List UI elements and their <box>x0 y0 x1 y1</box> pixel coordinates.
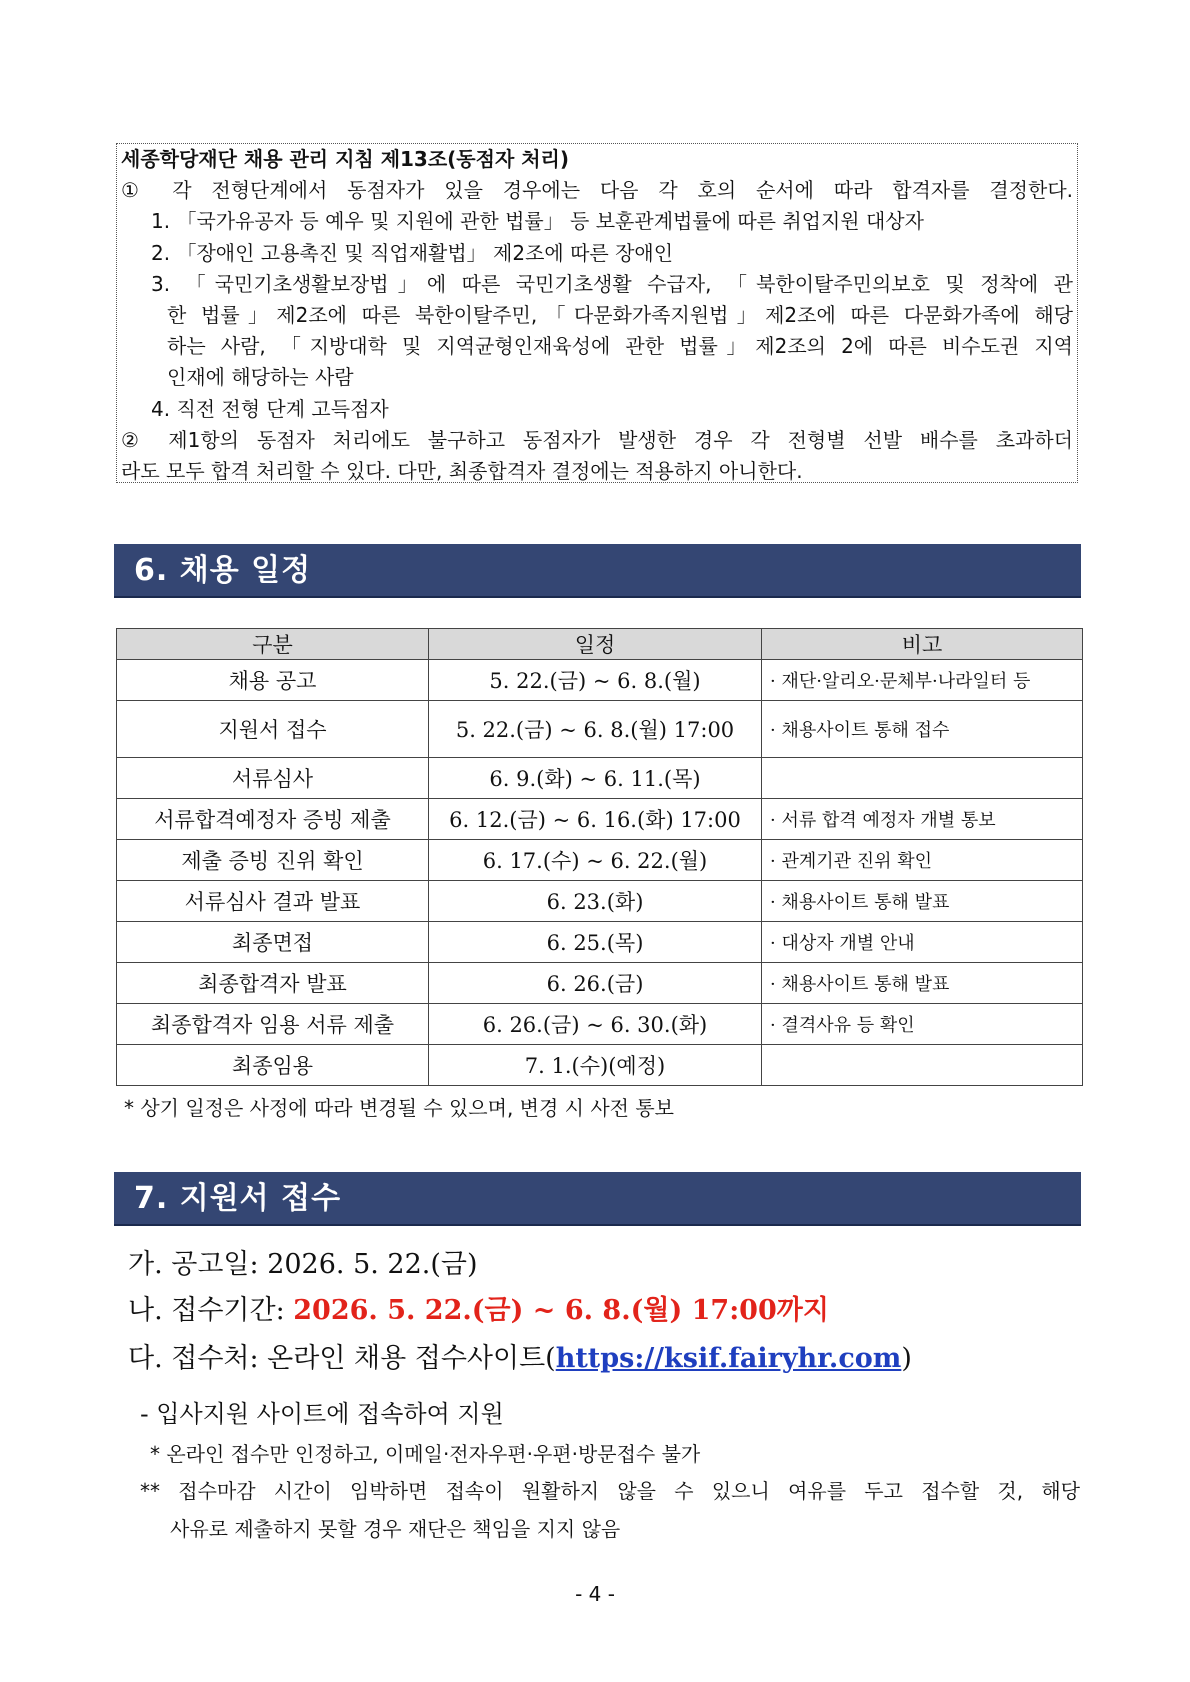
rule-paragraph-2-line-2: 라도 모두 합격 처리할 수 있다. 다만, 최종합격자 결정에는 적용하지 아니한다. <box>121 459 803 484</box>
place-close: ) <box>901 1343 912 1374</box>
row-item: 채용 공고 <box>117 660 429 701</box>
row-item: 최종면접 <box>117 922 429 963</box>
recruitment-site-link[interactable]: https://ksif.fairyhr.com <box>555 1343 902 1374</box>
header-remarks: 비고 <box>762 629 1083 660</box>
row-note: · 채용사이트 통해 발표 <box>762 881 1083 922</box>
row-date: 7. 1.(수)(예정) <box>429 1045 762 1086</box>
row-date: 5. 22.(금) ~ 6. 8.(월) <box>429 660 762 701</box>
table-row <box>117 799 1083 840</box>
online-only-note: * 온라인 접수만 인정하고, 이메일·전자우편·우편·방문접수 불가 <box>150 1442 701 1466</box>
table-row <box>117 701 1083 758</box>
schedule-header-row <box>117 629 1083 660</box>
row-note: · 대상자 개별 안내 <box>762 922 1083 963</box>
row-item: 최종합격자 임용 서류 제출 <box>117 1004 429 1045</box>
row-item: 최종임용 <box>117 1045 429 1086</box>
schedule-table <box>116 628 1083 1086</box>
rule-item-2: 2. 「장애인 고용촉진 및 직업재활법」 제2조에 따른 장애인 <box>151 240 674 265</box>
announce-label: 가. 공고일: <box>128 1249 268 1280</box>
row-note: · 채용사이트 통해 발표 <box>762 963 1083 1004</box>
row-date: 6. 26.(금) <box>429 963 762 1004</box>
row-item: 서류합격예정자 증빙 제출 <box>117 799 429 840</box>
application-place-line <box>128 1336 912 1375</box>
row-note: · 채용사이트 통해 접수 <box>762 701 1083 758</box>
rule-title: 세종학당재단 채용 관리 지침 제13조(동점자 처리) <box>121 147 570 171</box>
row-date: 6. 23.(화) <box>429 881 762 922</box>
row-note <box>762 1045 1083 1086</box>
row-item: 지원서 접수 <box>117 701 429 758</box>
header-schedule: 일정 <box>429 629 762 660</box>
table-row <box>117 1045 1083 1086</box>
row-item: 서류심사 결과 발표 <box>117 881 429 922</box>
header-category: 구분 <box>117 629 429 660</box>
announce-date-line <box>128 1242 478 1281</box>
rule-paragraph-2-line-1: ② 제1항의 동점자 처리에도 불구하고 동점자가 발생한 경우 각 전형별 선발 배수를 초과하더 <box>121 427 1073 452</box>
rule-item-3-line-4: 인재에 해당하는 사람 <box>167 365 354 390</box>
row-item: 최종합격자 발표 <box>117 963 429 1004</box>
row-date: 6. 25.(목) <box>429 922 762 963</box>
row-note: · 재단·알리오·문체부·나라일터 등 <box>762 660 1083 701</box>
row-item: 서류심사 <box>117 758 429 799</box>
application-period-line <box>128 1288 829 1327</box>
row-date: 6. 17.(수) ~ 6. 22.(월) <box>429 840 762 881</box>
rule-item-1: 1. 「국가유공자 등 예우 및 지원에 관한 법률」 등 보훈관계법률에 따른 취업지원 대상자 <box>151 209 924 234</box>
row-date: 6. 26.(금) ~ 6. 30.(화) <box>429 1004 762 1045</box>
table-row <box>117 922 1083 963</box>
table-row <box>117 758 1083 799</box>
rule-paragraph-1: ① 각 전형단계에서 동점자가 있을 경우에는 다음 각 호의 순서에 따라 합격자를 결정한다. <box>121 178 1073 203</box>
section-7-heading: 7. 지원서 접수 <box>114 1172 1081 1226</box>
rule-item-3-line-1: 3. 「국민기초생활보장법」에 따른 국민기초생활 수급자, 「북한이탈주민의보호 및 정착에 관 <box>151 271 1073 296</box>
rule-item-3-line-2: 한 법률」제2조에 따른 북한이탈주민,「다문화가족지원법」제2조에 따른 다문화가족에 해당 <box>167 303 1073 328</box>
row-note: · 관계기관 진위 확인 <box>762 840 1083 881</box>
apply-instruction: - 입사지원 사이트에 접속하여 지원 <box>140 1400 504 1428</box>
page-number: - 4 - <box>575 1582 615 1606</box>
rule-item-3-line-3: 하는 사람, 「지방대학 및 지역균형인재육성에 관한 법률」제2조의 2에 따른 비수도권 지역 <box>167 334 1073 359</box>
row-note <box>762 758 1083 799</box>
row-note: · 결격사유 등 확인 <box>762 1004 1083 1045</box>
period-label: 나. 접수기간: <box>128 1295 294 1326</box>
tie-rule-box <box>116 143 1078 483</box>
place-label: 다. 접수처: 온라인 채용 접수사이트( <box>128 1343 556 1374</box>
schedule-footnote: * 상기 일정은 사정에 따라 변경될 수 있으며, 변경 시 사전 통보 <box>124 1096 674 1120</box>
table-row <box>117 963 1083 1004</box>
table-row <box>117 1004 1083 1045</box>
section-6-heading: 6. 채용 일정 <box>114 544 1081 598</box>
period-value: 2026. 5. 22.(금) ~ 6. 8.(월) 17:00까지 <box>293 1295 829 1326</box>
row-item: 제출 증빙 진위 확인 <box>117 840 429 881</box>
table-row <box>117 660 1083 701</box>
row-date: 5. 22.(금) ~ 6. 8.(월) 17:00 <box>429 701 762 758</box>
announce-value: 2026. 5. 22.(금) <box>267 1249 478 1280</box>
row-date: 6. 9.(화) ~ 6. 11.(목) <box>429 758 762 799</box>
rule-item-4: 4. 직전 전형 단계 고득점자 <box>151 396 389 421</box>
deadline-warning-line-1: ** 접수마감 시간이 임박하면 접속이 원활하지 않을 수 있으니 여유를 두고 접수할 것, 해당 <box>140 1479 1081 1503</box>
table-row <box>117 881 1083 922</box>
row-note: · 서류 합격 예정자 개별 통보 <box>762 799 1083 840</box>
row-date: 6. 12.(금) ~ 6. 16.(화) 17:00 <box>429 799 762 840</box>
table-row <box>117 840 1083 881</box>
deadline-warning-line-2: 사유로 제출하지 못할 경우 재단은 책임을 지지 않음 <box>170 1517 621 1541</box>
